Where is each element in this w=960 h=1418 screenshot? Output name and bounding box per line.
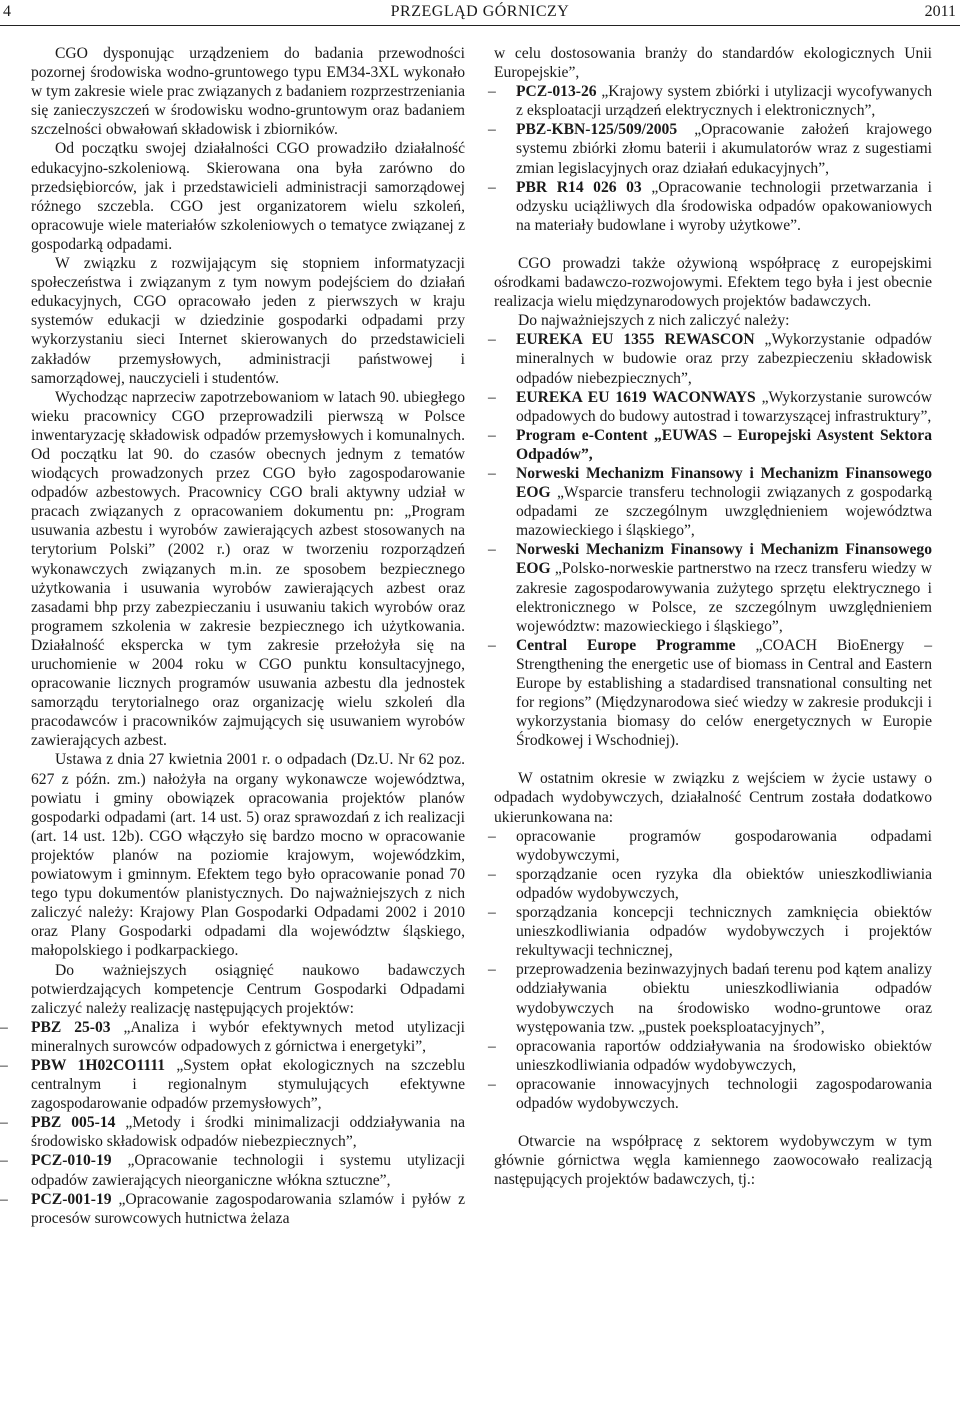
left-column bbox=[31, 44, 465, 1228]
paragraph-intl-intro: Do najważniejszych z nich zaliczyć należy: bbox=[518, 312, 790, 330]
project-title: „System opłat ekologicznych na szczeblu centralnym i regionalnym stymulujących efektywne zagospodarowanie odpadów przemysłowych”, bbox=[31, 1056, 465, 1113]
list-item bbox=[0, 1056, 465, 1113]
project-title: „Opracowanie technologii przetwarzania i odzysku uciążliwych dla środowiska odpadów opakowaniowych na materiały budowlane i wyroby użytkowe”. bbox=[516, 178, 932, 234]
project-code: Norweski Mechanizm Finansowy i Mechanizm Finansowego EOG bbox=[516, 541, 932, 578]
list-item: – opracowanie programów gospodarowania odpadami wydobywczymi, bbox=[488, 827, 932, 865]
publication-year: 2011 bbox=[924, 3, 956, 20]
project-title: „Wykorzystanie surowców odpadowych do budowy autostrad i towarzyszącej infrastruktury”, bbox=[516, 388, 932, 425]
project-title: „Opracowanie zagospodarowania szlamów i pyłów z procesów surowcowych hutnictwa żelaza bbox=[31, 1190, 465, 1227]
paragraph-mining-waste: W ostatnim okresie w związku z wejściem w życie ustawy o odpadach wydobywczych, działalność Centrum została dodatkowo ukierunkowana na: bbox=[494, 770, 932, 826]
project-title: „COACH BioEnergy – Strengthening the energetic use of biomass in Central and Eastern Europe by establishing a stadardised transnational consulting net for regions” (Międzynarodowa sieć wiedzy w zakresie produkcji i wykorzystania biomasy do celów energetycznych w Europie Środkowej i Wschodniej). bbox=[516, 636, 932, 750]
list-item bbox=[0, 1113, 465, 1151]
list-item bbox=[0, 1018, 465, 1056]
paragraph-research-intro: Do ważniejszych osiągnięć naukowo badawczych potwierdzających kompetencje Centrum Gospodarki Odpadami zaliczyć należy realizację następujących projektów: bbox=[31, 961, 465, 1017]
project-code: PCZ-001-19 bbox=[31, 1190, 112, 1208]
paragraph-mining-cooperation: Otwarcie na współpracę z sektorem wydobywczym w tym głównie górnictwa węgla kamiennego zaowocowało realizacją następujących projektów badawczych, tj.: bbox=[494, 1133, 932, 1189]
project-title: „Polsko-norweskie partnerstwo na rzecz transferu wiedzy w zakresie zagospodarowywania zużytego sprzętu elektrycznego i elektronicznego w Polsce, ze szczególnym uwzględnieniem województw: mazowieckiego i śląskiego”, bbox=[516, 560, 932, 635]
project-code: EUREKA EU 1355 REWASCON bbox=[516, 331, 755, 349]
list-item: – opracowanie innowacyjnych technologii zagospodarowania odpadów wydobywczych. bbox=[488, 1075, 932, 1113]
project-title: „Krajowy system zbiórki i utylizacji wycofywanych z eksploatacji urządzeń elektrycznych i elektronicznych”, bbox=[516, 83, 932, 120]
project-code: PCZ-013-26 bbox=[516, 83, 597, 101]
project-code: Program e-Content „EUWAS – Europejski Asystent Sektora Odpadów”, bbox=[516, 426, 932, 463]
list-item: – opracowania raportów oddziaływania na środowisko obiektów unieszkodliwiania odpadów wydobywczych, bbox=[488, 1037, 932, 1075]
list-item: – sporządzanie ocen ryzyka dla obiektów unieszkodliwiania odpadów wydobywczych, bbox=[488, 865, 932, 903]
project-code: PBZ 005-14 bbox=[31, 1114, 116, 1132]
list-item: – sporządzania koncepcji technicznych zamknięcia obiektów unieszkodliwiania odpadów wydobywczych i projektów rekultywacji technicznej, bbox=[488, 903, 932, 960]
project-code: Central Europe Programme bbox=[516, 636, 736, 654]
paragraph-education: Od początku swojej działalności CGO prowadziło działalność edukacyjno-szkoleniową. Skierowana ona była zarówno do przedsiębiorców, jak i przedstawicieli administracji samorządowej różnego szczebla. CGO jest organizatorem wielu szkoleń, opracowuje wiele materiałów szkoleniowych o tematyce związanej z gospodarką odpadami. bbox=[31, 140, 465, 253]
list-item bbox=[488, 636, 932, 751]
list-item bbox=[488, 330, 932, 387]
list-item bbox=[488, 426, 932, 464]
project-title: „Opracowanie założeń krajowego systemu zbiórki złomu baterii i akumulatorów wraz z sugestiami zmian legislacyjnych oraz działań edukacyjnych”, bbox=[516, 121, 932, 177]
project-code: Norweski Mechanizm Finansowy i Mechanizm Finansowego EOG bbox=[516, 464, 932, 502]
list-item bbox=[0, 1190, 465, 1228]
project-title: „Wykorzystanie odpadów mineralnych w budowie oraz przy zabezpieczeniu składowisk odpadów niebezpiecznych”, bbox=[516, 331, 932, 387]
project-code: PBR R14 026 03 bbox=[516, 178, 642, 196]
list-item bbox=[488, 120, 932, 177]
paragraph-e-learning: W związku z rozwijającym się stopniem informatyzacji społeczeństwa i związanym z tym nowym podejściem do działań edukacyjnych, CGO opracowało jeden z pierwszych w kraju systemów edukacji w dziedzinie gospodarki odpadami przy wykorzystaniu sieci Internet skierowanych do przedstawicieli zakładów przemysłowych, administracji państwowej i samorządowej, nauczycieli i studentów. bbox=[31, 255, 465, 387]
project-code: PBZ-KBN-125/509/2005 bbox=[516, 121, 678, 139]
paragraph-international: CGO prowadzi także ożywioną współpracę z europejskimi ośrodkami badawczo-rozwojowymi. Efektem tego była i jest obecnie realizacja wielu międzynarodowych projektów badawczych. bbox=[494, 254, 932, 311]
project-title: „Metody i środki minimalizacji oddziaływania na środowisko składowisk odpadów niebezpiecznych”, bbox=[31, 1114, 466, 1151]
list-item bbox=[488, 388, 932, 426]
paragraph-asbestos: Wychodząc naprzeciw zapotrzebowaniom w latach 90. ubiegłego wieku pracownicy CGO przeprowadzili pierwszą w Polsce inwentaryzację składowisk odpadów przemysłowych i komunalnych. Od początku lat 90. do czasów obecnych jednym z tematów wiodących prowadzonych przez CGO było zagospodarowanie odpadów azbestowych. Pracownicy CGO brali aktywny udział w pracach związanych z opracowaniem dokumentu pn: „Program usuwania azbestu i wyrobów zawierających azbest stosowanych na terytorium Polski” (2002 r.) oraz w tworzeniu rozporządzeń wykonawczych związanych m.in. ze sposobem bezpiecznego użytkowania i usuwania wyrobów zawierających azbest oraz zasadami bhp przy zabezpieczaniu i usuwaniu takich wyrobów oraz programem szkolenia w zakresie bezpiecznego ich użytkowania. Działalność ekspercka w tym zakresie przełożyła się na uruchomienie w 2004 roku w CGO punktu konsultacyjnego, opracowanie licznych programów usuwania azbestu dla jednostek samorządu terytorialnego oraz organizację wielu szkoleń dla pracodawców i pracowników zajmujących się usuwaniem wyrobów zawierających azbest. bbox=[31, 388, 465, 750]
list-item bbox=[488, 82, 932, 120]
project-title: „Wsparcie transferu technologii związanych z gospodarką odpadami ze szczególnym uwzględnieniem województwa mazowieckiego i śląskiego”, bbox=[516, 484, 932, 540]
list-item: – przeprowadzenia bezinwazyjnych badań terenu pod kątem analizy oddziaływania obiektu unieszkodliwiania odpadów wydobywczych na środowisko wodno-gruntowe oraz występowania tzw. „pustek poeksploatacyjnych”, bbox=[488, 960, 932, 1036]
research-projects-list bbox=[31, 1018, 465, 1228]
list-item bbox=[0, 1151, 465, 1189]
list-item bbox=[488, 464, 932, 540]
project-code: EUREKA EU 1619 WACONWAYS bbox=[516, 388, 756, 406]
list-item bbox=[488, 178, 932, 235]
journal-title: PRZEGLĄD GÓRNICZY bbox=[390, 3, 570, 20]
list-continuation: w celu dostosowania branży do standardów ekologicznych Unii Europejskie”, bbox=[494, 45, 932, 82]
header-rule bbox=[0, 25, 960, 26]
paragraph-waste-act: Ustawa z dnia 27 kwietnia 2001 r. o odpadach (Dz.U. Nr 62 poz. 627 z późn. zm.) nałożyła na organy wykonawcze województwa, powiatu i gminy obowiązek opracowania projektów planów gospodarki odpadami (art. 14 ust. 5) oraz sprawozdań z ich realizacji (art. 14 ust. 12b). CGO włączyło się bardzo mocno w opracowanie projektów planów na poziomie krajowym, wojewódzkim, powiatowym i gminnym. Efektem tego było opracowanie ponad 70 tego typu dokumentów planistycznych. Do najważniejszych z nich zaliczyć należy: Krajowy Plan Gospodarki Odpadami 2002 i 2010 oraz Plany Gospodarki odpadami dla województw śląskiego, małopolskiego i podkarpackiego. bbox=[31, 751, 465, 960]
paragraph-em34-survey: CGO dysponując urządzeniem do badania przewodności pozornej środowiska wodno-gruntowego typu EM34-3XL wykonało w tym zakresie wiele prac związanych z badaniem rozprzestrzeniania się zanieczyszczeń w środowisku wodno-gruntowym oraz badaniem szczelności obwałowań składowisk i zbiorników. bbox=[31, 45, 465, 139]
international-projects-list bbox=[488, 330, 932, 750]
project-code: PBZ 25-03 bbox=[31, 1018, 111, 1036]
project-title: „Analiza i wybór efektywnych metod utylizacji mineralnych surowców odpadowych z górnictwa i energetyki”, bbox=[31, 1018, 466, 1055]
project-code: PBW 1H02CO1111 bbox=[31, 1056, 166, 1074]
research-projects-list-continued bbox=[488, 82, 932, 235]
page-header bbox=[0, 0, 960, 28]
activities-list bbox=[488, 827, 932, 1113]
project-title: „Opracowanie technologii i systemu utylizacji odpadów zawierających nieorganiczne włókna sztuczne”, bbox=[31, 1152, 465, 1189]
right-column bbox=[494, 44, 932, 1189]
list-item bbox=[488, 540, 932, 635]
project-code: PCZ-010-19 bbox=[31, 1152, 112, 1170]
page-number: 4 bbox=[3, 3, 11, 20]
